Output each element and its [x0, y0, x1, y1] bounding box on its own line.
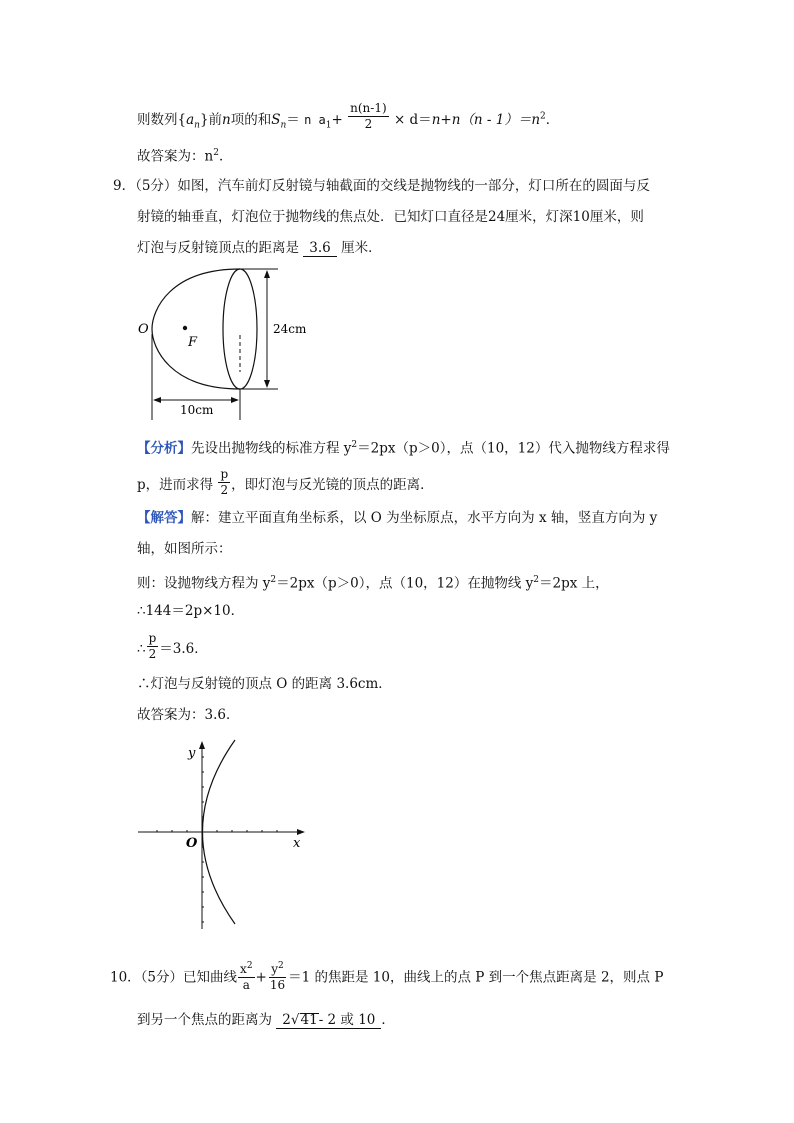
sup: 2 — [533, 575, 539, 585]
q10-line2 — [137, 1010, 395, 1030]
fraction-y2-16 — [268, 959, 287, 993]
sup: 2 — [351, 440, 358, 450]
radicand: 41 — [300, 1012, 318, 1028]
solution-tag: 【解答】 — [137, 510, 191, 526]
text: ＝2px（p＞0），点（10，12）在抛物线 y — [276, 575, 534, 592]
label-x: x — [293, 836, 301, 851]
arrow-up — [264, 270, 270, 278]
sup: 2 — [270, 575, 277, 585]
var-y: y — [271, 962, 279, 976]
label-depth: 10cm — [180, 403, 214, 417]
text: - 2 或 10 — [318, 1012, 376, 1028]
analysis-line2 — [137, 467, 434, 501]
var-a: a — [186, 112, 195, 128]
text: p，进而求得 — [137, 477, 214, 493]
text: ． — [381, 1012, 395, 1028]
text: ＝2px 上， — [539, 575, 609, 592]
q9-line2: 射镜的轴垂直，灯泡位于抛物线的焦点处．已知灯口直径是24厘米，灯深10厘米，则 — [137, 209, 644, 225]
text: ． — [545, 112, 560, 128]
q10-line1 — [110, 961, 663, 995]
text: 则数列{ — [137, 112, 187, 128]
text: 故答案为：n — [137, 148, 214, 165]
solution-line4: ∴144＝2p×10． — [137, 603, 245, 619]
text: ，即灯泡与反光镜的顶点的距离． — [231, 477, 434, 493]
frac-den: a — [242, 978, 250, 992]
sub-n: n — [280, 120, 287, 131]
frac-num — [238, 959, 255, 978]
analysis-tag: 【分析】 — [137, 440, 191, 457]
answer-8 — [137, 143, 232, 167]
text: 到另一个焦点的距离为 — [137, 1012, 272, 1028]
frac-den: 2 — [364, 117, 373, 131]
text: }前 — [199, 112, 223, 128]
solution-line1 — [137, 508, 657, 528]
text: 灯泡与反射镜顶点的距离是 — [137, 240, 299, 256]
text: ＝2px（p＞0），点（10，12）代入抛物线方程求得 — [357, 440, 670, 457]
text: ． — [218, 148, 233, 165]
text: ∴ — [137, 641, 146, 657]
frac-num: n(n-1) — [350, 101, 387, 115]
label-O: O — [186, 836, 198, 851]
arrow-left — [153, 397, 161, 403]
text: 2 — [282, 1012, 291, 1028]
analysis-line1 — [137, 435, 670, 459]
sup: 2 — [540, 111, 546, 122]
text: + — [255, 969, 267, 986]
fraction — [147, 631, 159, 662]
frac-num: p — [148, 631, 157, 645]
frac-num: p — [220, 467, 229, 481]
y-axis-arrow — [199, 741, 205, 749]
sub-n: n — [194, 120, 200, 131]
label-O: O — [138, 322, 149, 337]
sqrt-sign: √ — [290, 1012, 300, 1028]
text: 10．（5分）已知曲线 — [110, 969, 238, 986]
sup: 2 — [246, 961, 253, 971]
var-n: n — [222, 112, 231, 128]
sub-1: 1 — [325, 120, 332, 131]
arrow-down — [264, 380, 270, 388]
label-diameter: 24cm — [273, 322, 307, 336]
text: n+n（n - 1）＝n — [431, 112, 541, 128]
text: ＝ — [286, 112, 300, 128]
text: × d＝ — [393, 112, 432, 128]
text: 项的和 — [230, 112, 272, 128]
sup: 2 — [213, 148, 219, 158]
solution-line5 — [137, 631, 208, 665]
text: 解：建立平面直角坐标系，以 O 为坐标原点，水平方向为 x 轴，竖直方向为 y — [191, 510, 658, 526]
coordinate-figure — [135, 735, 315, 935]
frac-num — [269, 959, 286, 978]
solution-line7: 故答案为：3.6． — [137, 707, 240, 723]
label-y: y — [188, 746, 196, 761]
frac-den: 2 — [148, 647, 157, 661]
fraction-x2-a — [238, 959, 255, 993]
frac-den: 2 — [220, 483, 229, 497]
q9-line3 — [137, 238, 382, 258]
x-axis-arrow — [297, 829, 305, 835]
solution-line2: 轴，如图所示： — [137, 541, 232, 557]
text: ＝1 的焦距是 10，曲线上的点 P 到一个焦点距离是 2，则点 P — [288, 969, 664, 986]
arrow-right — [231, 397, 239, 403]
na1: n a — [304, 113, 326, 127]
frac-den: 16 — [269, 978, 286, 992]
sup: 2 — [278, 961, 284, 971]
var-S: S — [271, 112, 281, 128]
text: 先设出抛物线的标准方程 y — [191, 440, 352, 457]
text: 则：设抛物线方程为 y — [137, 575, 271, 592]
fraction — [218, 467, 230, 498]
text: + — [331, 112, 343, 128]
q9-line1: 9．（5分）如图，汽车前灯反射镜与轴截面的交线是抛物线的一部分，灯口所在的圆面与反 — [113, 178, 650, 194]
reflector-figure — [130, 262, 330, 422]
text: ＝3.6． — [159, 641, 208, 657]
var-x: x — [240, 962, 247, 976]
parabola-curve — [152, 269, 240, 389]
label-F: F — [188, 335, 198, 350]
text: 厘米． — [341, 240, 382, 256]
solution-line3 — [137, 570, 609, 594]
sum-formula-line — [137, 101, 560, 136]
answer-blank — [276, 1012, 381, 1029]
answer-blank: 3.6 — [303, 240, 336, 257]
fraction — [348, 101, 389, 132]
solution-line6: ∴灯泡与反射镜的顶点 O 的距离 3.6cm． — [137, 676, 392, 692]
focus-point — [183, 326, 187, 330]
